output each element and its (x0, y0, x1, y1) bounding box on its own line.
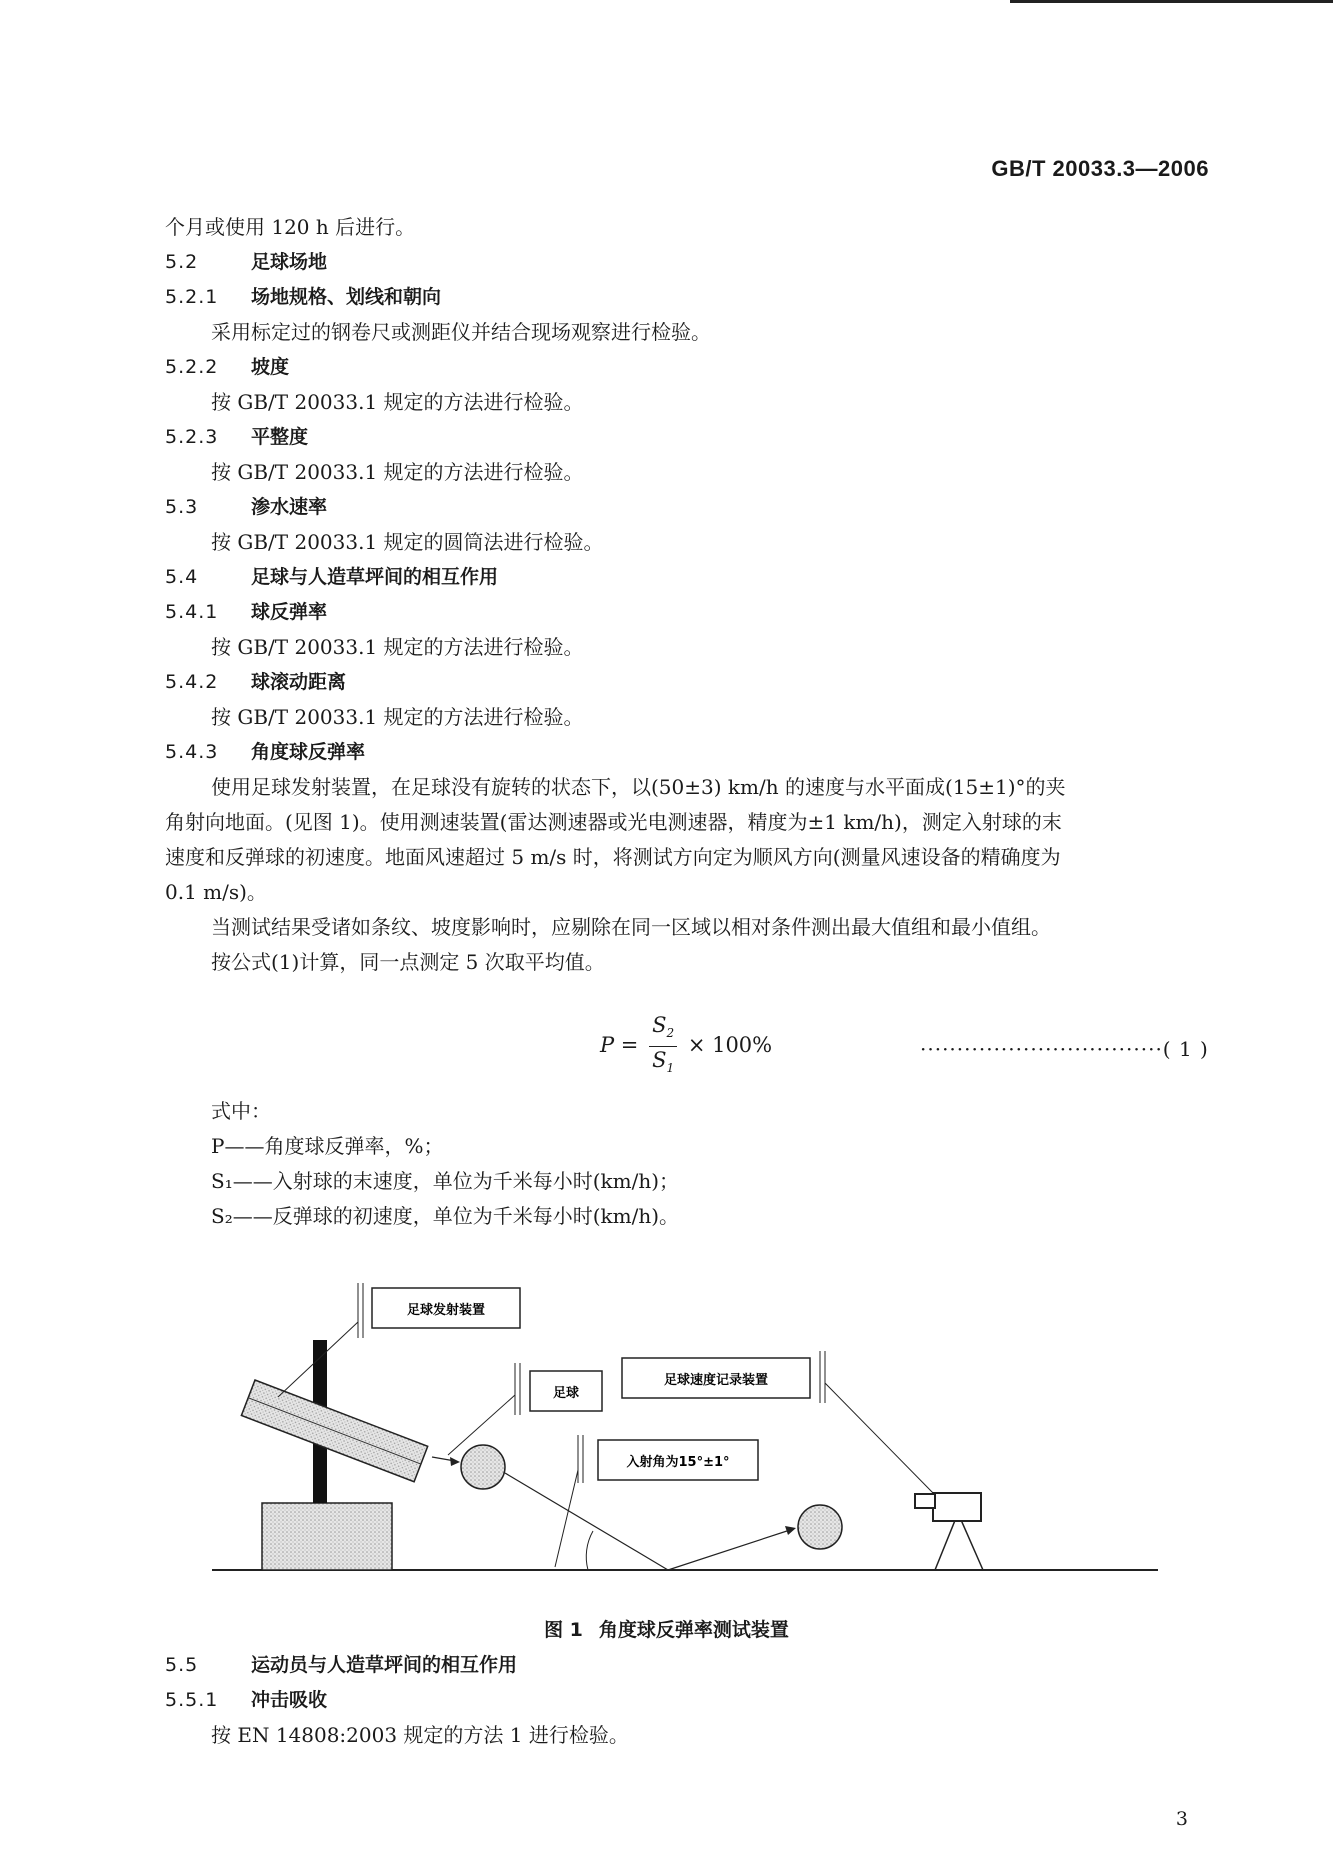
football-incoming (461, 1445, 505, 1489)
heading-5-5 (165, 1648, 629, 1683)
standard-number: GB/T 20033.3—2006 (991, 156, 1209, 181)
section-title: 场地规格、划线和朝向 (251, 286, 442, 308)
label-launcher: 足球发射装置 (406, 1303, 486, 1318)
paragraph: 按 GB/T 20033.1 规定的方法进行检验。 (211, 390, 584, 414)
reflected-path (668, 1530, 790, 1570)
section-title: 角度球反弹率 (251, 741, 366, 763)
figure-caption (0, 1615, 1333, 1642)
definition-p: P——角度球反弹率，%； (211, 1134, 444, 1158)
figure-title: 角度球反弹率测试装置 (598, 1619, 789, 1641)
denominator-symbol: S (652, 1048, 667, 1073)
numerator-subscript: 2 (666, 1026, 675, 1041)
paragraph-line: 速度和反弹球的初速度。地面风速超过 5 m/s 时，将测试方向定为顺风方向(测量风速设备的精确度为 (165, 845, 1061, 869)
section-title: 运动员与人造草坪间的相互作用 (251, 1654, 518, 1676)
section-number: 5.3 (165, 496, 199, 518)
paragraph-line: 0.1 m/s)。 (165, 880, 267, 904)
section-number: 5.2 (165, 251, 199, 273)
leader-line (555, 1470, 578, 1567)
page-number: 3 (1175, 1808, 1188, 1830)
angle-arc (586, 1531, 593, 1570)
heading-5-4-2 (165, 665, 1215, 700)
trajectory-arrowhead (450, 1457, 460, 1466)
paragraph-line: 使用足球发射装置，在足球没有旋转的状态下，以(50±3) km/h 的速度与水平面成(15±1)°的夹 (211, 775, 1066, 799)
paragraph: 按 GB/T 20033.1 规定的方法进行检验。 (211, 705, 584, 729)
section-number: 5.5.1 (165, 1689, 219, 1711)
paragraph: 按 GB/T 20033.1 规定的方法进行检验。 (211, 460, 584, 484)
launcher-barrel (241, 1380, 427, 1482)
section-title: 渗水速率 (251, 496, 328, 518)
formula-fraction (649, 1012, 677, 1081)
label-recorder: 足球速度记录装置 (663, 1373, 769, 1388)
heading-5-2 (165, 245, 1215, 280)
paragraph: 按 GB/T 20033.1 规定的方法进行检验。 (211, 635, 584, 659)
leader-line (825, 1383, 935, 1495)
paragraph: 按公式(1)计算，同一点测定 5 次取平均值。 (211, 950, 605, 974)
heading-5-5-1 (165, 1683, 629, 1718)
where-label: 式中： (211, 1099, 271, 1123)
section-title: 平整度 (251, 426, 309, 448)
formula-denominator (649, 1047, 677, 1081)
section-title: 足球场地 (251, 251, 328, 273)
top-rule (1010, 0, 1333, 3)
denominator-subscript: 1 (666, 1061, 675, 1076)
test-apparatus-diagram (210, 1255, 1160, 1600)
section-number: 5.4.2 (165, 671, 219, 693)
section-number: 5.2.2 (165, 356, 219, 378)
variable-definitions (165, 1094, 1215, 1234)
heading-5-2-3 (165, 420, 1215, 455)
heading-5-3 (165, 490, 1215, 525)
bottom-content (165, 1648, 629, 1753)
main-content (165, 210, 1215, 1234)
football-rebound (798, 1505, 842, 1549)
definition-s1: S₁——入射球的末速度，单位为千米每小时(km/h)； (211, 1169, 680, 1193)
formula-lhs: P = (600, 1033, 639, 1058)
definition-s2: S₂——反弹球的初速度，单位为千米每小时(km/h)。 (211, 1204, 680, 1228)
continuation-text: 个月或使用 120 h 后进行。 (165, 215, 416, 239)
section-number: 5.4 (165, 566, 199, 588)
launcher-base (262, 1503, 392, 1570)
heading-5-2-1 (165, 280, 1215, 315)
heading-5-4 (165, 560, 1215, 595)
heading-5-2-2 (165, 350, 1215, 385)
heading-5-4-3 (165, 735, 1215, 770)
label-ball: 足球 (552, 1386, 580, 1401)
reflected-arrowhead (785, 1526, 796, 1535)
formula (600, 1012, 772, 1081)
recorder-lens (915, 1494, 935, 1508)
section-number: 5.4.3 (165, 741, 219, 763)
label-angle: 入射角为15°±1° (626, 1455, 730, 1470)
numerator-symbol: S (652, 1013, 667, 1037)
section-number: 5.5 (165, 1654, 199, 1676)
paragraph: 当测试结果受诸如条纹、坡度影响时，应剔除在同一区域以相对条件测出最大值组和最小值组。 (211, 915, 1051, 939)
formula-rest: × 100% (687, 1033, 773, 1058)
section-title: 球滚动距离 (251, 671, 347, 693)
paragraph-line: 角射向地面。(见图 1)。使用测速装置(雷达测速器或光电测速器，精度为±1 km/h)，测定入射球的末 (165, 810, 1062, 834)
formula-numerator (649, 1012, 677, 1047)
section-title: 坡度 (251, 356, 290, 378)
section-title: 足球与人造草坪间的相互作用 (251, 566, 499, 588)
paragraph: 按 GB/T 20033.1 规定的圆筒法进行检验。 (211, 530, 604, 554)
section-title: 冲击吸收 (251, 1689, 328, 1711)
paragraph: 按 EN 14808:2003 规定的方法 1 进行检验。 (211, 1723, 629, 1747)
section-title: 球反弹率 (251, 601, 328, 623)
section-number: 5.2.3 (165, 426, 219, 448)
heading-5-4-1 (165, 595, 1215, 630)
section-number: 5.2.1 (165, 286, 219, 308)
figure-number: 图 1 (544, 1619, 583, 1641)
section-number: 5.4.1 (165, 601, 219, 623)
formula-row (165, 1002, 1215, 1094)
paragraph: 采用标定过的钢卷尺或测距仪并结合现场观察进行检验。 (211, 320, 711, 344)
equation-number: ·································( 1 ) (920, 1037, 1209, 1061)
recorder-body (933, 1493, 981, 1521)
